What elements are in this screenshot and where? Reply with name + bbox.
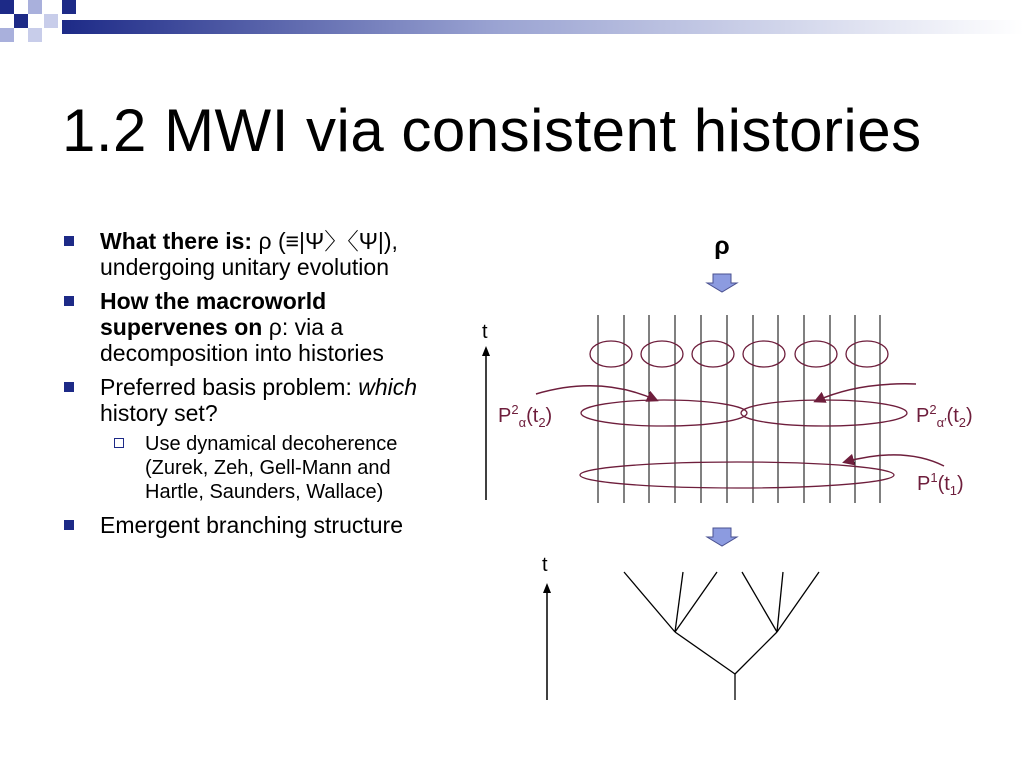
bullet-text-rest: history set? [100, 400, 218, 426]
header-decoration [0, 0, 1024, 48]
time-axis-upper-label: t [482, 321, 488, 343]
pointer-arrow-left [536, 386, 656, 400]
tree-branch [777, 572, 819, 632]
projector-ellipse [692, 341, 734, 367]
bullet-text: ρ (≡|Ψ〉〈Ψ|), undergoing unitary evolution [100, 228, 398, 280]
projector-label-t1: $P^1(t_1)$ [917, 470, 964, 498]
bullet-bold-lead: How the macroworld supervenes on [100, 288, 327, 340]
bullet-bold-lead: What there is: [100, 228, 253, 254]
bullet-italic-word: which [358, 374, 418, 400]
projector-ellipse [795, 341, 837, 367]
projector-ellipse-alpha-prime-t2 [741, 400, 907, 426]
tree-branch [735, 632, 777, 674]
bullet-text: ρ: via a decomposition into histories [100, 314, 384, 366]
projector-label-alpha-prime-t2: $P^2_{\alpha'}(t_2)$ [916, 402, 973, 430]
tree-branch [624, 572, 675, 632]
projector-ellipse [641, 341, 683, 367]
projector-label-alpha-t2: $P^2_\alpha(t_2)$ [498, 402, 553, 430]
time-axis-lower-label: t [542, 554, 548, 576]
tree-branch [742, 572, 777, 632]
bullet-preferred-basis [62, 374, 432, 426]
tree-branch [675, 632, 735, 674]
bullet-text: Preferred basis problem: [100, 374, 359, 400]
projector-ellipse [743, 341, 785, 367]
bullet-list [62, 228, 432, 546]
fine-grained-projectors [590, 341, 888, 367]
down-arrow-icon [707, 528, 737, 546]
bullet-macroworld [62, 288, 432, 366]
bullet-what-there-is [62, 228, 432, 280]
projector-ellipse [846, 341, 888, 367]
time-axis-lower-arrowhead [543, 583, 551, 593]
pointer-arrow-right [816, 384, 916, 401]
projector-ellipse-t1 [580, 462, 894, 488]
square-bullet-icon [64, 296, 74, 306]
time-axis-upper-arrowhead [482, 346, 490, 356]
histories-diagram [440, 220, 1010, 720]
sub-bullet-text: Use dynamical decoherence (Zurek, Zeh, Gell-Mann and Hartle, Saunders, Wallace) [145, 433, 398, 503]
down-arrow-icon [707, 274, 737, 292]
bullet-text: Emergent branching structure [100, 512, 403, 538]
square-bullet-icon [64, 236, 74, 246]
branching-tree [624, 572, 819, 700]
history-lines [598, 315, 880, 503]
projector-ellipse-alpha-t2 [581, 400, 747, 426]
square-bullet-icon [64, 520, 74, 530]
slide-title: 1.2 MWI via consistent histories [62, 97, 922, 164]
sub-bullet-decoherence [62, 432, 432, 504]
hollow-square-bullet-icon [114, 438, 124, 448]
square-bullet-icon [64, 382, 74, 392]
tree-branch [777, 572, 783, 632]
bullet-emergent-branching [62, 512, 432, 538]
projector-ellipse [590, 341, 632, 367]
pointer-arrow-bottom [845, 455, 944, 466]
rho-label: ρ [714, 232, 730, 260]
